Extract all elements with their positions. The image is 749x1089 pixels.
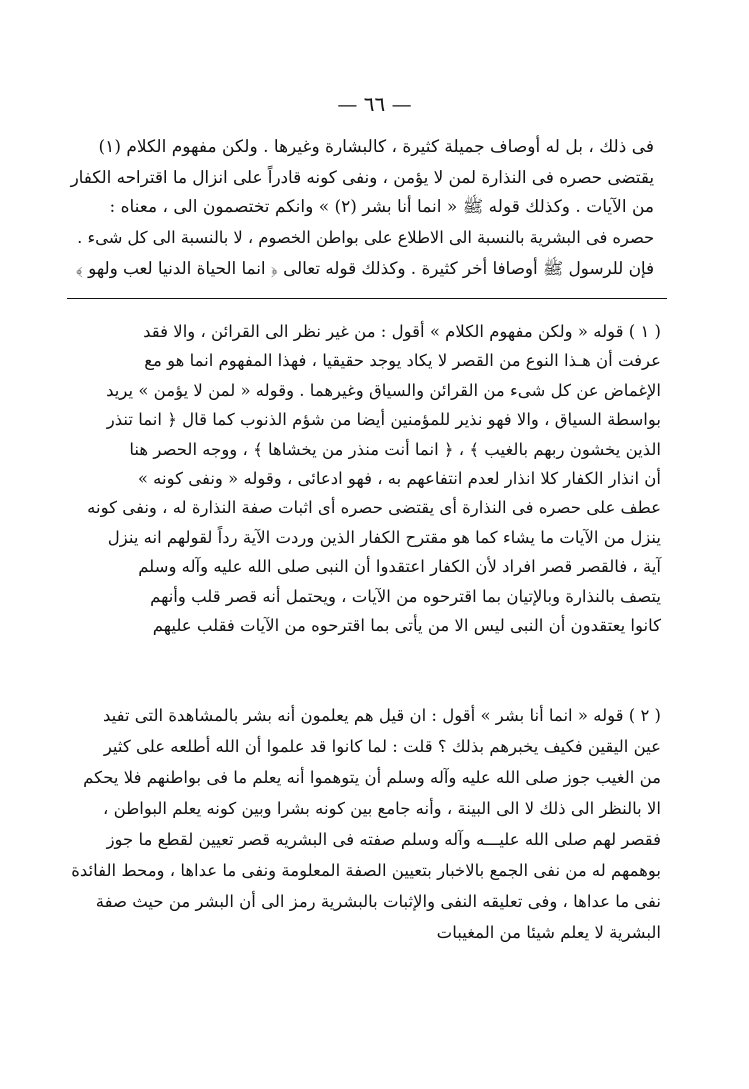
footnote-line: عطف على حصره فى النذارة أى يقتضى حصره أى اثبات صفة النذارة له ، ونفى كونه [87,498,661,518]
footnote-line: يتصف بالنذارة وبالإتيان بما اقترحوه من الآيات ، ويحتمل أنه قصر قلب وأنهم [150,586,661,606]
footnote-line: بوهمهم له من نفى الجمع بالاخبار بتعيين الصفة المعلومة ونفى ما عداها ، ومحط الفائدة [71,861,661,880]
footnote-divider [67,298,667,299]
footnote-line: فقصر لهم صلى الله عليـــه وآله وسلم صفته فى البشريه قصر تعيين لقطع ما جوز [106,830,661,849]
footnote-line: من الغيب جوز صلى الله عليه وآله وسلم أن يتوهموا أنه يعلم ما فى بواطنهم فلا يحكم [83,768,661,787]
footnote-line: أن انذار الكفار كلا انذار لعدم انتفاعهم به ، فهو ادعائى ، وقوله « ونفى كونه » [137,469,661,489]
footnote-line: كانوا يعتقدون أن النبى ليس الا من يأتى بما اقترحوه من الآيات فقلب عليهم [152,616,661,636]
footnote-line: بواسطة السياق ، والا فهو نذير للمؤمنين أيضا من شؤم الذنوب كما قال ﴿ انما تنذر [106,410,661,430]
footnote-line: الإغماض عن كل شىء من القرائن والسياق وغيرهما . وقوله « لمن لا يؤمن » يريد [106,380,661,400]
footnote-1 [67,317,661,640]
main-line: يقتضى حصره فى النذارة لمن لا يؤمن ، ونفى كونه قادراً على انزال ما اقتراحه الكفار [70,167,654,188]
footnote-2 [67,700,661,948]
main-text [70,132,654,283]
footnote-line: البشرية لا يعلم شيئا من المغيبات [436,923,661,942]
footnote-line: الذين يخشون ربهم بالغيب ﴾ ، ﴿ انما أنت منذر من يخشاها ﴾ ، ووجه الحصر هنا [129,439,661,459]
footnote-line: آية ، فالقصر قصر افراد لأن الكفار اعتقدوا أن النبى صلى الله عليه وآله وسلم [138,557,661,577]
footnote-line: ينزل من الآيات ما يشاء كما هو مقترح الكفار الذين وردت الآية رداً لقولهم انه ينزل [107,527,661,547]
main-line: من الآيات . وكذلك قوله ﷺ « انما أنا بشر (٢) » وانكم تختصمون الى ، معناه : [109,197,654,218]
footnote-line: عين اليقين فكيف يخبرهم بذلك ؟ قلت : لما كانوا قد علموا أن الله أطلعه على كثير [103,737,661,756]
main-line: فى ذلك ، بل له أوصاف جميلة كثيرة ، كالبشارة وغيرها . ولكن مفهوم الكلام (١) [98,137,654,157]
main-line: حصره فى البشرية بالنسبة الى الاطلاع على بواطن الخصوم ، لا بالنسبة الى كل شىء . [77,227,654,247]
footnote-line: ( ٢ ) قوله « انما أنا بشر » أقول : ان قيل هم يعلمون أنه بشر بالمشاهدة التى تفيد [102,706,661,725]
footnote-line: نفى ما عداها ، وفى تعليقه النفى والإثبات بالبشرية رمز الى أن البشر من حيث صفة [95,892,661,911]
footnote-line: عرفت أن هـذا النوع من القصر لا يكاد يوجد حقيقيا ، فهذا المفهوم انما هو مع [144,351,661,371]
footnote-line: الا بالنظر الى ذلك لا الى البينة ، وأنه جامع بين كونه بشرا وبين كونه يعلم البواطن ، [103,799,661,818]
main-line: فإن للرسول ﷺ أوصافا أخر كثيرة . وكذلك قوله تعالى ﴿ انما الحياة الدنيا لعب ولهو ﴾ [75,257,654,278]
page-number: — ٦٦ — [337,92,412,116]
footnote-line: ( ١ ) قوله « ولكن مفهوم الكلام » أقول : من غير نظر الى القرائن ، والا فقد [143,322,661,341]
